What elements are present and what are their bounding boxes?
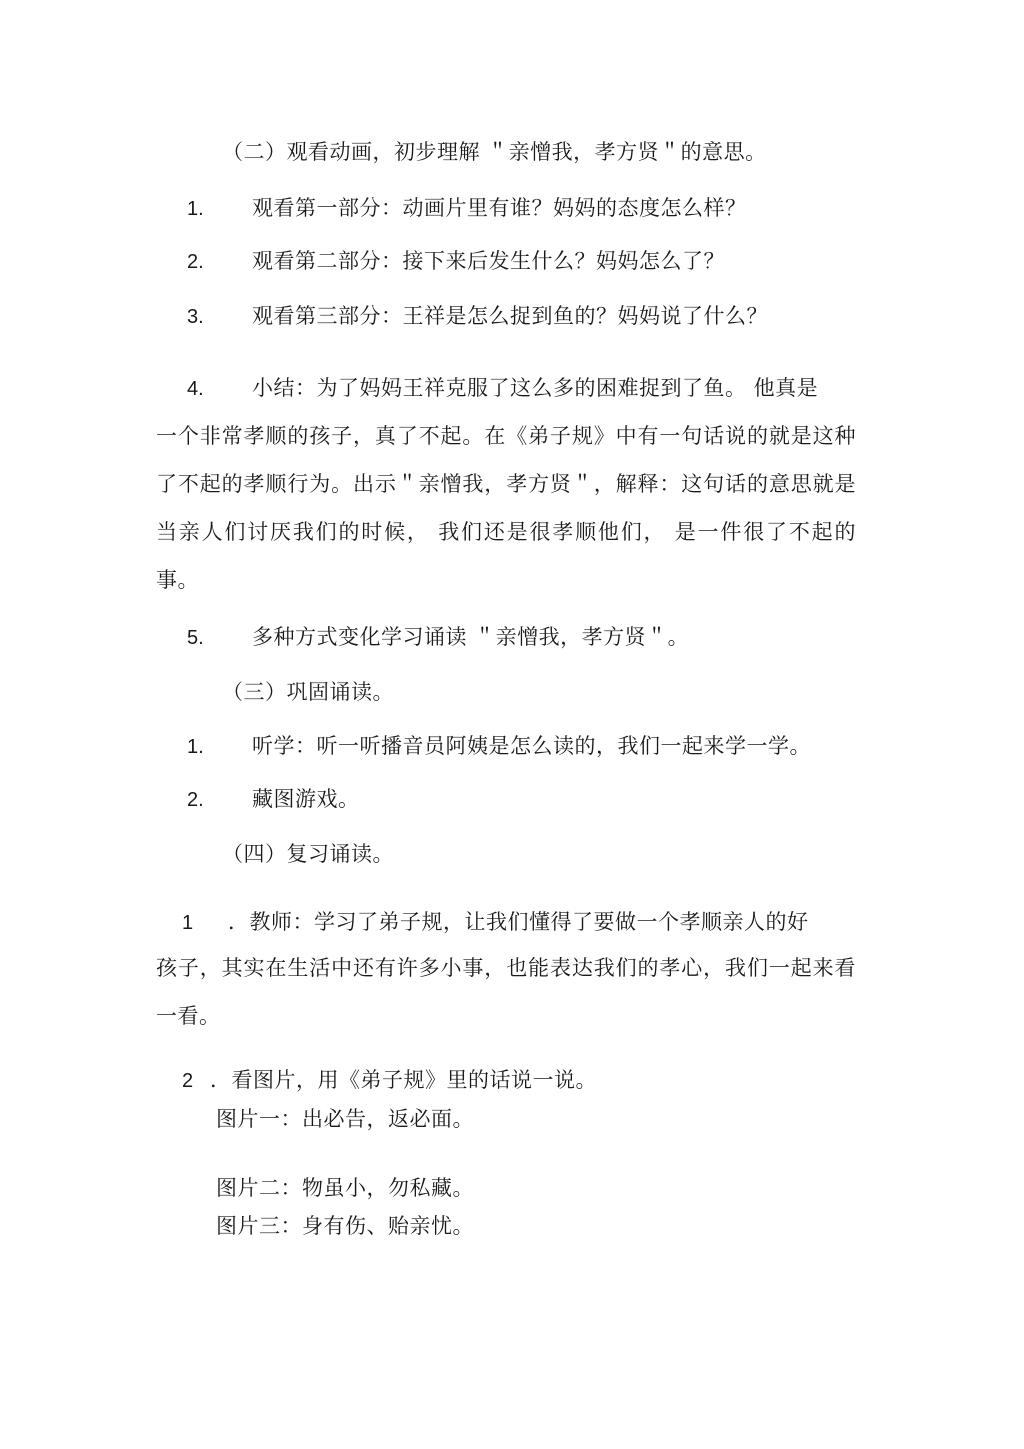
list-number: 2. (187, 251, 204, 273)
list-item: 观看第二部分：接下来后发生什么？妈妈怎么了？ (252, 249, 725, 273)
list-number: 2. (187, 789, 204, 811)
teacher-paragraph: 孩子，其实在生活中还有许多小事，也能表达我们的孝心，我们一起来看一看。 (156, 956, 856, 1028)
picture-caption: 图片一：出必告，返必面。 (216, 1107, 474, 1131)
list-item: 听学：听一听播音员阿姨是怎么读的，我们一起来学一学。 (252, 734, 811, 758)
list-item: ．看图片，用《弟子规》里的话说一说。 (210, 1068, 597, 1092)
list-item: 多种方式变化学习诵读 ＂亲憎我，孝方贤＂。 (252, 625, 690, 649)
teacher-first-line: ．教师：学习了弟子规，让我们懂得了要做一个孝顺亲人的好 (228, 910, 809, 934)
list-number: 4. (187, 378, 204, 400)
list-item: 藏图游戏。 (252, 787, 360, 811)
list-item: 观看第三部分：王祥是怎么捉到鱼的？妈妈说了什么？ (252, 304, 768, 328)
picture-caption: 图片三：身有伤、贻亲忧。 (216, 1214, 474, 1238)
picture-caption: 图片二：物虽小，勿私藏。 (216, 1176, 474, 1200)
list-number: 5. (187, 627, 204, 649)
list-number: 1 (182, 912, 194, 934)
summary-first-line: 小结：为了妈妈王祥克服了这么多的困难捉到了鱼。 他真是 (252, 376, 819, 400)
list-number: 3. (187, 306, 204, 328)
list-number: 1. (187, 198, 204, 220)
summary-paragraph: 一个非常孝顺的孩子，真了不起。在《弟子规》中有一句话说的就是这种了不起的孝顺行为。出示＂亲憎我，孝方贤＂，解释：这句话的意思就是当亲人们讨厌我们的时候， 我们还是很孝顺他们， 是一件很了不起的事。 (156, 424, 856, 592)
list-number: 1. (187, 736, 204, 758)
section-heading-3: （三）巩固诵读。 (222, 680, 394, 704)
list-item: 观看第一部分：动画片里有谁？妈妈的态度怎么样？ (252, 196, 747, 220)
section-heading-2: （二）观看动画，初步理解 ＂亲憎我，孝方贤＂的意思。 (222, 140, 767, 164)
list-number: 2 (182, 1070, 194, 1092)
section-heading-4: （四）复习诵读。 (222, 842, 394, 866)
